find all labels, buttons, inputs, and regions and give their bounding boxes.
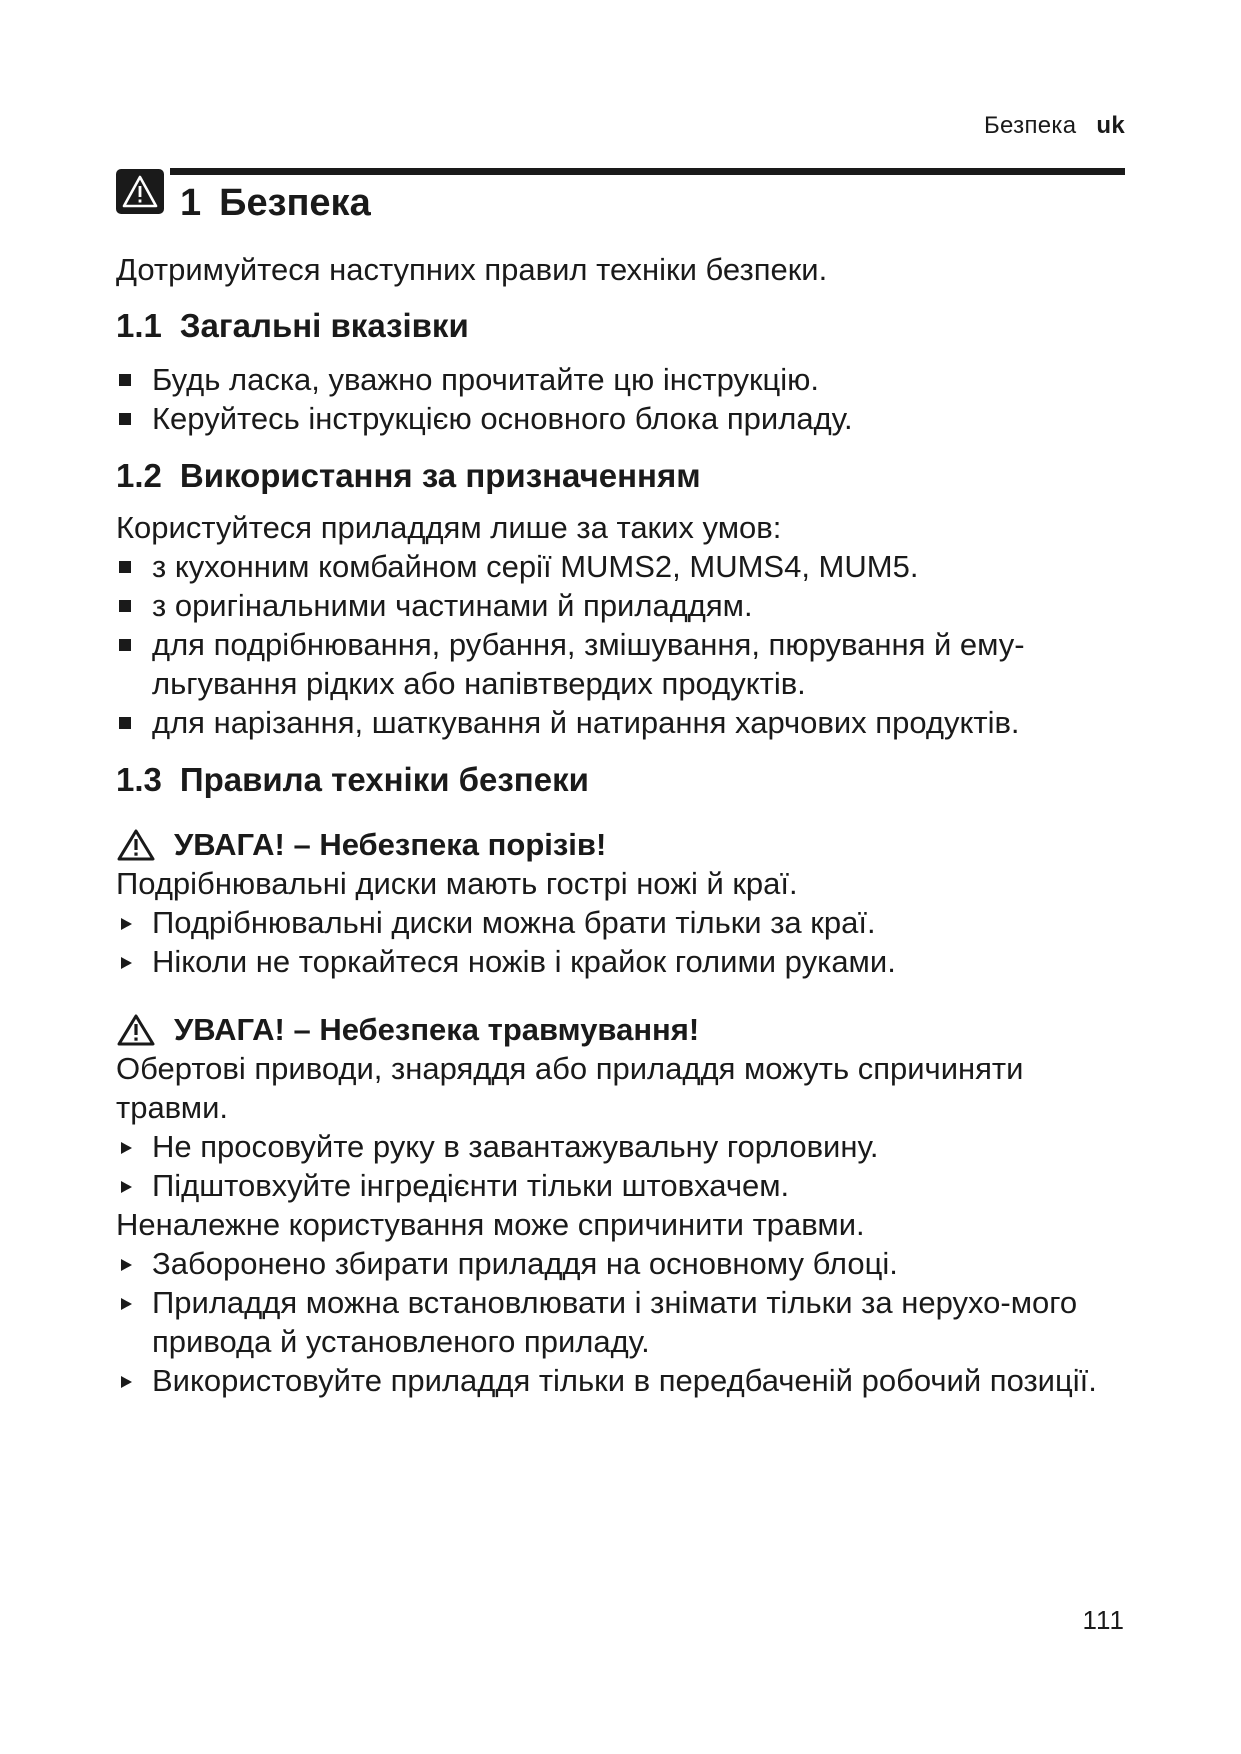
header-section: Безпека (983, 112, 1077, 139)
warning-actions (116, 903, 1126, 981)
list-item (116, 1244, 1126, 1283)
section-number: 1.2 (116, 457, 162, 494)
list-item (116, 360, 1126, 399)
list-item (116, 1361, 1126, 1400)
chapter-title (180, 180, 371, 226)
list-item (116, 547, 1126, 586)
section-title-text: Загальні вказівки (179, 307, 469, 344)
square-bullet-icon (119, 374, 131, 386)
warning-text: Неналежне користування може спричинити травми. (116, 1207, 865, 1242)
warning-text: Подрібнювальні диски мають гострі ножі й краї. (116, 866, 798, 901)
list-item (116, 625, 1126, 703)
arrow-bullet-icon (121, 957, 132, 969)
header-language: uk (1096, 112, 1125, 139)
list-item (116, 1127, 1126, 1166)
warning-icon (116, 1013, 156, 1047)
list-item-text: Керуйтесь інструкцією основного блока приладу. (152, 401, 853, 436)
list-item-text: Використовуйте приладдя тільки в передбаченій робочий позиції. (152, 1363, 1097, 1398)
chapter-number: 1 (180, 182, 202, 224)
warning-actions (116, 1127, 1126, 1205)
list-item-text: Приладдя можна встановлювати і знімати тільки за нерухо-мого привода й установленого приладу. (152, 1285, 1078, 1359)
warning-triangle-icon (116, 169, 164, 214)
intended-use-intro: Користуйтеся приладдям лише за таких умов: (116, 510, 782, 545)
list-item (116, 586, 1126, 625)
square-bullet-icon (119, 600, 131, 612)
list-item (116, 1166, 1126, 1205)
list-item-text: Подрібнювальні диски можна брати тільки за краї. (152, 905, 876, 940)
list-item-text: Будь ласка, уважно прочитайте цю інструкцію. (152, 362, 820, 397)
square-bullet-icon (119, 639, 131, 651)
list-item (116, 399, 1126, 438)
list-item-text: Ніколи не торкайтеся ножів і крайок голими руками. (152, 944, 896, 979)
chapter-title-text: Безпека (219, 182, 371, 224)
section-title-general (116, 306, 1126, 346)
list-item-text: для подрібнювання, рубання, змішування, пюрування й ему-льгування рідких або напівтвердих продуктів. (152, 627, 1025, 701)
square-bullet-icon (119, 413, 131, 425)
square-bullet-icon (119, 717, 131, 729)
section-number: 1.1 (116, 307, 162, 344)
intended-use-list (116, 547, 1126, 742)
list-item-text: Заборонено збирати приладдя на основному блоці. (152, 1246, 898, 1281)
main-content (116, 250, 1126, 1400)
list-item-text: для нарізання, шаткування й натирання харчових продуктів. (152, 705, 1020, 740)
list-item-text: Підштовхуйте інгредієнти тільки штовхачем. (152, 1168, 790, 1203)
page-number: 111 (1082, 1605, 1125, 1635)
list-item-text: Не просовуйте руку в завантажувальну горловину. (152, 1129, 879, 1164)
warning-cuts-title (116, 826, 1126, 864)
arrow-bullet-icon (121, 1298, 132, 1310)
list-item (116, 1283, 1126, 1361)
section-title-intended-use (116, 456, 1126, 496)
warning-actions (116, 1244, 1126, 1400)
warning-icon (116, 828, 156, 862)
list-item (116, 703, 1126, 742)
warning-text: Обертові приводи, знаряддя або приладдя можуть спричиняти травми. (116, 1051, 1024, 1125)
general-list (116, 360, 1126, 438)
chapter-rule (170, 168, 1125, 175)
section-number: 1.3 (116, 761, 162, 798)
warning-injury-title (116, 1011, 1126, 1049)
section-title-safety-rules (116, 760, 1126, 800)
list-item (116, 942, 1126, 981)
section-title-text: Використання за призначенням (179, 457, 701, 494)
running-header (984, 112, 1125, 140)
section-title-text: Правила техніки безпеки (179, 761, 589, 798)
warning-title-text: УВАГА! – Небезпека травмування! (174, 1012, 700, 1047)
arrow-bullet-icon (121, 1142, 132, 1154)
square-bullet-icon (119, 561, 131, 573)
list-item (116, 903, 1126, 942)
list-item-text: з кухонним комбайном серії MUMS2, MUMS4, MUM5. (152, 549, 919, 584)
arrow-bullet-icon (121, 1376, 132, 1388)
arrow-bullet-icon (121, 1259, 132, 1271)
arrow-bullet-icon (121, 918, 132, 930)
arrow-bullet-icon (121, 1181, 132, 1193)
warning-title-text: УВАГА! – Небезпека порізів! (174, 827, 607, 862)
chapter-intro: Дотримуйтеся наступних правил техніки безпеки. (116, 252, 828, 287)
list-item-text: з оригінальними частинами й приладдям. (152, 588, 753, 623)
